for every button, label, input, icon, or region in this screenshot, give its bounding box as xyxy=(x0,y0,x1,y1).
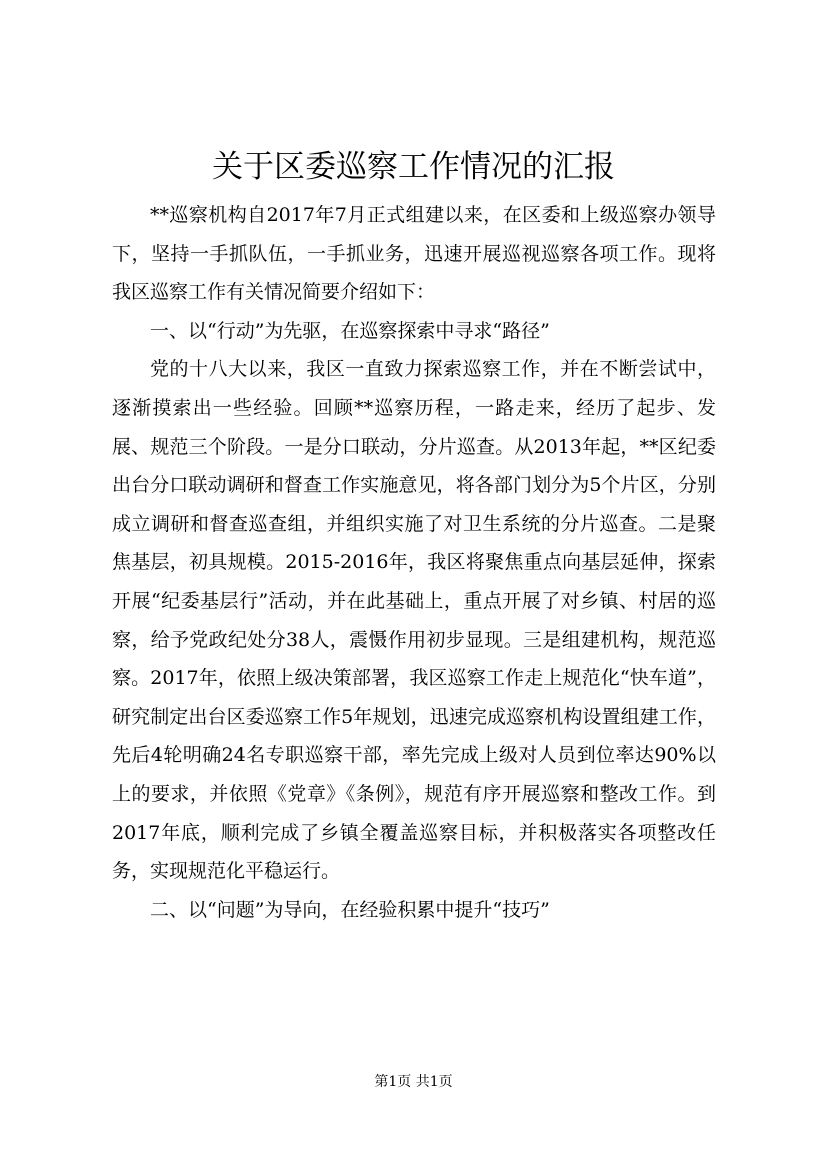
intro-paragraph: **巡察机构自2017年7月正式组建以来，在区委和上级巡察办领导下，坚持一手抓队伍，一手抓业务，迅速开展巡视巡察各项工作。现将我区巡察工作有关情况简要介绍如下： xyxy=(112,204,716,304)
section-1-paragraph: 党的十八大以来，我区一直致力探索巡察工作，并在不断尝试中，逐渐摸索出一些经验。回顾**巡察历程，一路走来，经历了起步、发展、规范三个阶段。一是分口联动，分片巡查。从2013年起，**区纪委出台分口联动调研和督查工作实施意见，将各部门划分为5个片区，分别成立调研和督查巡查组，并组织实施了对卫生系统的分片巡查。二是聚焦基层，初具规模。2015-2016年，我区将聚焦重点向基层延伸，探索开展“纪委基层行”活动，并在此基础上，重点开展了对乡镇、村居的巡察，给予党政纪处分38人，震慑作用初步显现。三是组建机构，规范巡察。2017年，依照上级决策部署，我区巡察工作走上规范化“快车道”，研究制定出台区委巡察工作5年规划，迅速完成巡察机构设置组建工作，先后4轮明确24名专职巡察干部，率先完成上级对人员到位率达90%以上的要求，并依照《党章》《条例》，规范有序开展巡察和整改工作。到2017年底，顺利完成了乡镇全覆盖巡察目标，并积极落实各项整改任务，实现规范化平稳运行。 xyxy=(112,358,716,883)
section-1-heading: 一、以“行动”为先驱，在巡察探索中寻求“路径” xyxy=(150,319,550,342)
document-title: 关于区委巡察工作情况的汇报 xyxy=(212,149,615,185)
section-2-heading: 二、以“问题”为导向，在经验积累中提升“技巧” xyxy=(150,898,550,921)
document-body xyxy=(112,196,716,929)
page-number-footer: 第1页 共1页 xyxy=(374,1074,453,1090)
